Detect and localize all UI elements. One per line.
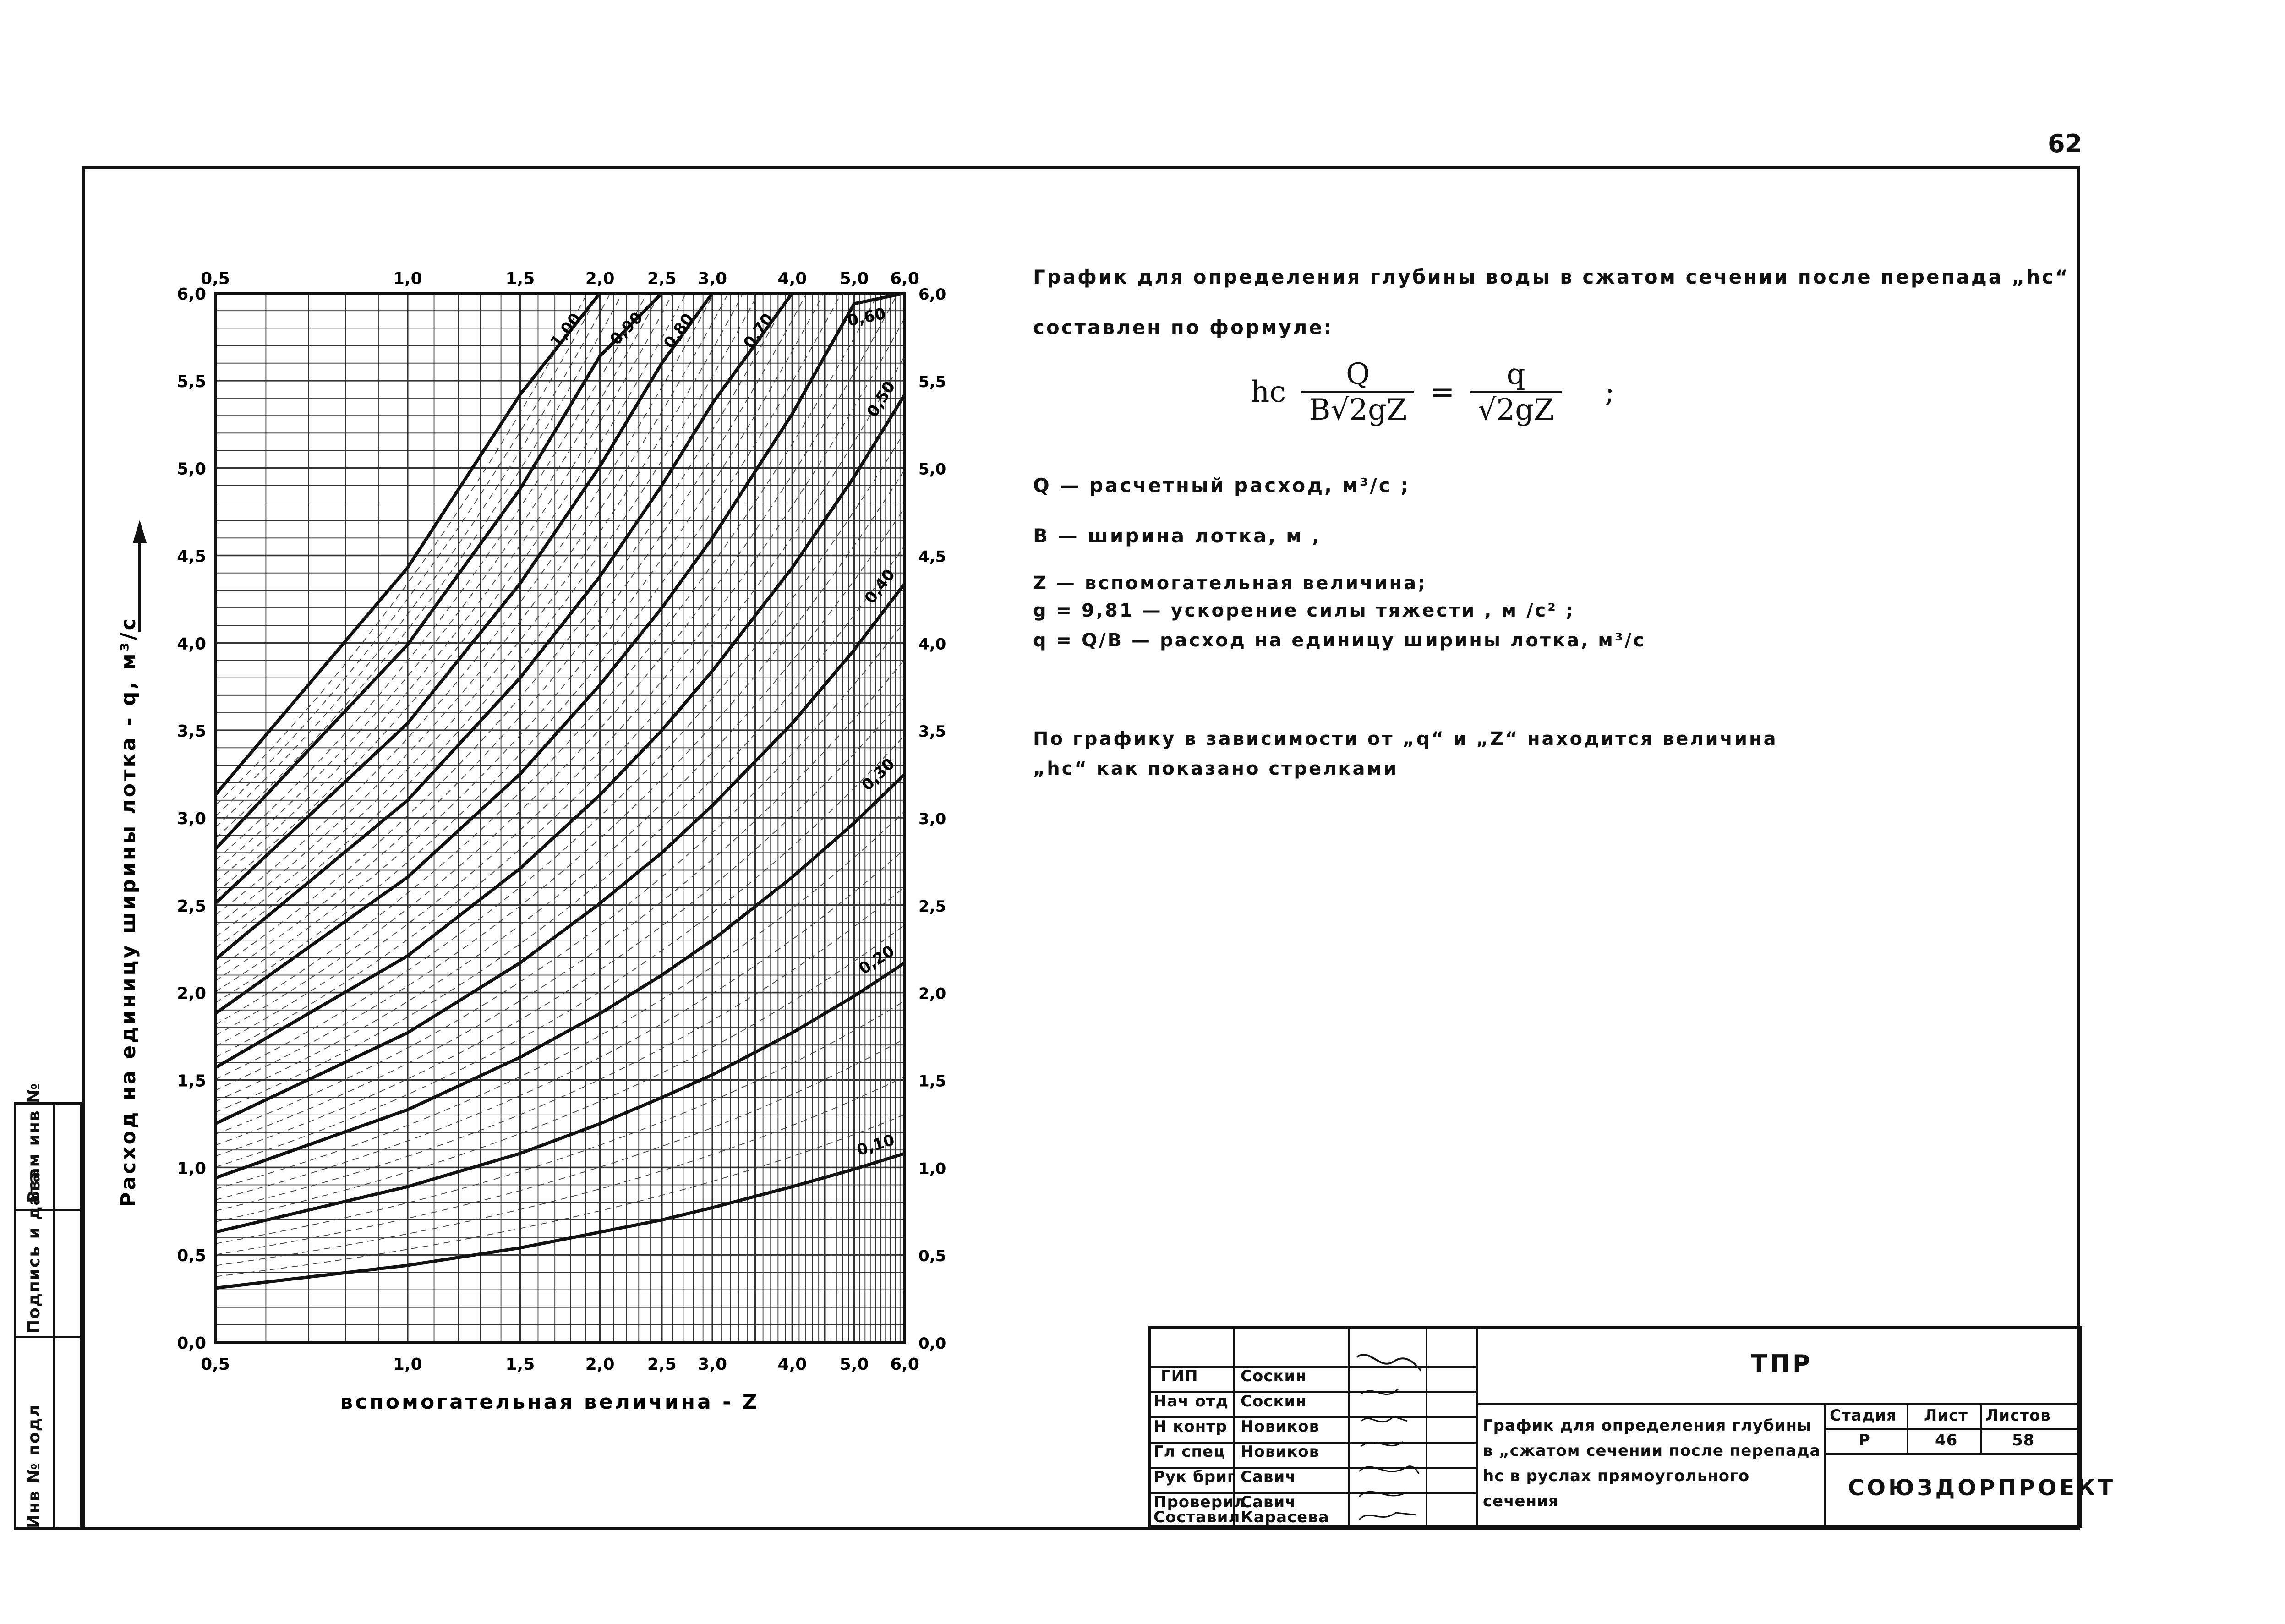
formula-fraction-2 <box>1470 357 1562 427</box>
title-block-divider <box>1476 1329 1478 1525</box>
interpolation-curve <box>215 293 758 948</box>
organization: СОЮЗДОРПРОЕКТ <box>1848 1475 2116 1501</box>
x-bottom-tick-label: 4,0 <box>777 1355 807 1374</box>
series-line-0-80 <box>215 293 712 903</box>
x-axis-title: вспомогательная величина - Z <box>340 1390 760 1414</box>
interpolation-curve <box>215 293 622 838</box>
name-chief-specialist: Новиков <box>1241 1443 1320 1461</box>
interpolation-curve <box>215 293 878 1025</box>
title-block-divider <box>1824 1453 2079 1455</box>
formula-fraction-1 <box>1301 357 1414 427</box>
y-left-tick-label: 2,0 <box>177 984 206 1003</box>
y-left-tick-label: 3,0 <box>177 809 206 828</box>
series-label-0-90: 0,90 <box>606 308 647 349</box>
interpolation-curve <box>215 293 898 1036</box>
y-right-tick-label: 3,5 <box>918 722 946 741</box>
name-head-dept: Соскин <box>1241 1392 1307 1411</box>
series-label-0-80: 0,80 <box>660 310 698 352</box>
note-line2: „hc“ как показано стрелками <box>1033 758 1399 779</box>
interpolation-curve <box>215 318 905 1047</box>
note-line1: По графику в зависимости от „q“ и „Z“ находится величина <box>1033 728 1778 749</box>
stage-header: Стадия <box>1830 1406 1897 1425</box>
y-right-tick-label: 1,0 <box>918 1159 946 1178</box>
y-right-tick-label: 5,5 <box>918 372 946 391</box>
formula <box>1251 357 1615 427</box>
project-code: ТПР <box>1751 1350 1813 1378</box>
description-title-line2: составлен по формуле: <box>1033 316 1334 339</box>
y-left-tick-label: 2,5 <box>177 897 206 916</box>
legend-line-b: B — ширина лотка, м , <box>1033 525 1322 547</box>
y-right-tick-label: 3,0 <box>918 810 946 828</box>
signatures <box>1352 1343 1426 1525</box>
interpolation-curve <box>215 1039 905 1254</box>
formula-denominator-2: √2gZ <box>1477 393 1554 427</box>
doc-title-line1: График для определения глубины <box>1483 1416 1812 1435</box>
series-label-0-40: 0,40 <box>861 565 899 607</box>
x-bottom-tick-label: 2,0 <box>585 1355 615 1374</box>
role-compiled: Составил <box>1153 1508 1241 1526</box>
description-title-line1: График для определения глубины воды в сжатом сечении после перепада „hc“ <box>1033 266 2070 288</box>
series-label-1-00: 1,00 <box>547 309 585 351</box>
doc-title-line4: сечения <box>1483 1492 1559 1510</box>
role-norm-control: Н контр <box>1153 1417 1228 1436</box>
name-norm-control: Новиков <box>1241 1417 1320 1436</box>
series-label-0-30: 0,30 <box>858 755 899 795</box>
role-head-dept: Нач отд <box>1153 1392 1229 1411</box>
name-gip: Соскин <box>1241 1367 1307 1385</box>
y-right-tick-label: 5,0 <box>918 460 946 479</box>
doc-title-line2: в „сжатом сечении после перепада <box>1483 1442 1821 1460</box>
role-team-lead: Рук бриг <box>1153 1468 1236 1486</box>
title-block <box>1148 1326 2116 1528</box>
sheets-value: 58 <box>2012 1431 2035 1449</box>
interpolation-curve <box>215 887 905 1211</box>
interpolation-curve <box>215 621 905 1134</box>
x-top-tick-label: 3,0 <box>698 269 727 288</box>
x-bottom-tick-label: 3,0 <box>698 1355 727 1374</box>
interpolation-curve <box>215 849 905 1200</box>
formula-lhs: hc <box>1251 375 1286 409</box>
legend-line-unit-flow: q = Q/B — расход на единицу ширины лотка, м³/с <box>1033 630 1646 651</box>
y-left-tick-label: 4,0 <box>177 634 206 654</box>
x-top-tick-label: 1,5 <box>505 269 535 288</box>
x-top-tick-label: 0,5 <box>201 269 230 288</box>
legend-line-z: Z — вспомогательная величина; <box>1033 573 1427 594</box>
title-block-divider <box>1980 1403 1982 1453</box>
series-label-0-60: 0,60 <box>846 304 887 330</box>
x-bottom-tick-label: 1,0 <box>393 1355 422 1374</box>
formula-numerator-2: q <box>1470 357 1562 393</box>
interpolation-curve <box>215 293 743 937</box>
y-left-tick-label: 0,5 <box>177 1247 206 1266</box>
series-label-0-20: 0,20 <box>855 941 898 979</box>
y-left-tick-label: 3,5 <box>177 722 206 741</box>
y-left-tick-label: 0,0 <box>177 1334 206 1353</box>
y-left-tick-label: 1,5 <box>177 1072 206 1091</box>
title-block-divider <box>1348 1329 1350 1525</box>
side-stamp-label-original: Инв № подл <box>25 1404 44 1528</box>
x-bottom-tick-label: 1,5 <box>505 1355 535 1374</box>
series-label-0-50: 0,50 <box>863 378 899 421</box>
sheets-header: Листов <box>1985 1406 2051 1425</box>
formula-terminator: ; <box>1604 375 1615 409</box>
title-block-divider <box>1476 1403 2079 1405</box>
series-line-0-30 <box>215 774 905 1178</box>
title-block-divider <box>1907 1403 1908 1453</box>
series-label-0-10: 0,10 <box>854 1131 897 1160</box>
interpolation-curve <box>215 293 673 882</box>
formula-equals: = <box>1430 375 1455 409</box>
title-block-divider <box>1824 1428 2079 1430</box>
legend-line-g: g = 9,81 — ускорение силы тяжести , м /с² ; <box>1033 600 1575 621</box>
y-left-tick-label: 6,0 <box>177 285 206 304</box>
interpolation-curve <box>215 697 905 1156</box>
x-bottom-tick-label: 5,0 <box>839 1355 869 1374</box>
y-left-tick-label: 4,5 <box>177 547 206 566</box>
role-chief-specialist: Гл спец <box>1153 1443 1226 1461</box>
y-right-tick-label: 2,5 <box>918 897 946 916</box>
x-top-tick-label: 2,5 <box>647 269 677 288</box>
x-top-tick-label: 1,0 <box>393 269 422 288</box>
y-right-tick-label: 2,0 <box>918 984 946 1003</box>
page-number: 62 <box>2048 129 2083 158</box>
formula-numerator-1: Q <box>1301 357 1414 393</box>
formula-denominator-1: B√2gZ <box>1309 393 1407 427</box>
y-right-tick-label: 1,5 <box>918 1072 946 1091</box>
name-team-lead: Савич <box>1241 1468 1296 1486</box>
sheet-header: Лист <box>1924 1406 1968 1425</box>
title-block-divider <box>1426 1329 1427 1525</box>
x-top-tick-label: 2,0 <box>585 269 615 288</box>
interpolation-curve <box>215 470 905 1090</box>
x-top-tick-label: 6,0 <box>890 269 919 288</box>
x-bottom-tick-label: 2,5 <box>647 1355 677 1374</box>
stage-value: Р <box>1859 1431 1870 1449</box>
y-right-tick-label: 4,0 <box>918 635 946 654</box>
doc-title-line3: hc в руслах прямоугольного <box>1483 1467 1750 1485</box>
title-block-divider <box>1151 1366 1476 1368</box>
y-axis-title: Расход на единицу ширины лотка - q, м³/с <box>117 616 140 1207</box>
interpolation-curve <box>215 293 686 893</box>
x-top-tick-label: 5,0 <box>839 269 869 288</box>
series-label-0-70: 0,70 <box>740 310 777 352</box>
x-bottom-tick-label: 0,5 <box>201 1355 230 1374</box>
chart-curves <box>215 293 905 1288</box>
y-axis-arrow <box>133 520 147 632</box>
role-gip: ГИП <box>1161 1367 1198 1385</box>
series-line-0-10 <box>215 1154 905 1288</box>
legend-line-q: Q — расчетный расход, м³/с ; <box>1033 474 1410 497</box>
title-block-divider <box>1824 1403 1826 1525</box>
side-stamp-label-inv: Взам инв № <box>25 1082 44 1203</box>
side-stamp-label-signature: Подпись и дата <box>25 1171 44 1334</box>
x-top-tick-label: 4,0 <box>777 269 807 288</box>
y-right-tick-label: 0,0 <box>918 1334 946 1353</box>
y-left-tick-label: 1,0 <box>177 1159 206 1178</box>
sheet-value: 46 <box>1935 1431 1958 1449</box>
name-compiled: Карасева <box>1241 1508 1329 1526</box>
role-checked: Проверил <box>1153 1493 1246 1511</box>
y-right-tick-label: 0,5 <box>918 1247 946 1266</box>
x-bottom-tick-label: 6,0 <box>890 1355 919 1374</box>
y-left-tick-label: 5,5 <box>177 372 206 391</box>
y-right-tick-label: 6,0 <box>918 285 946 304</box>
interpolation-curve <box>215 432 905 1079</box>
y-left-tick-label: 5,0 <box>177 459 206 479</box>
y-right-tick-label: 4,5 <box>918 547 946 566</box>
name-checked: Савич <box>1241 1493 1296 1511</box>
interpolation-curve <box>215 659 905 1145</box>
